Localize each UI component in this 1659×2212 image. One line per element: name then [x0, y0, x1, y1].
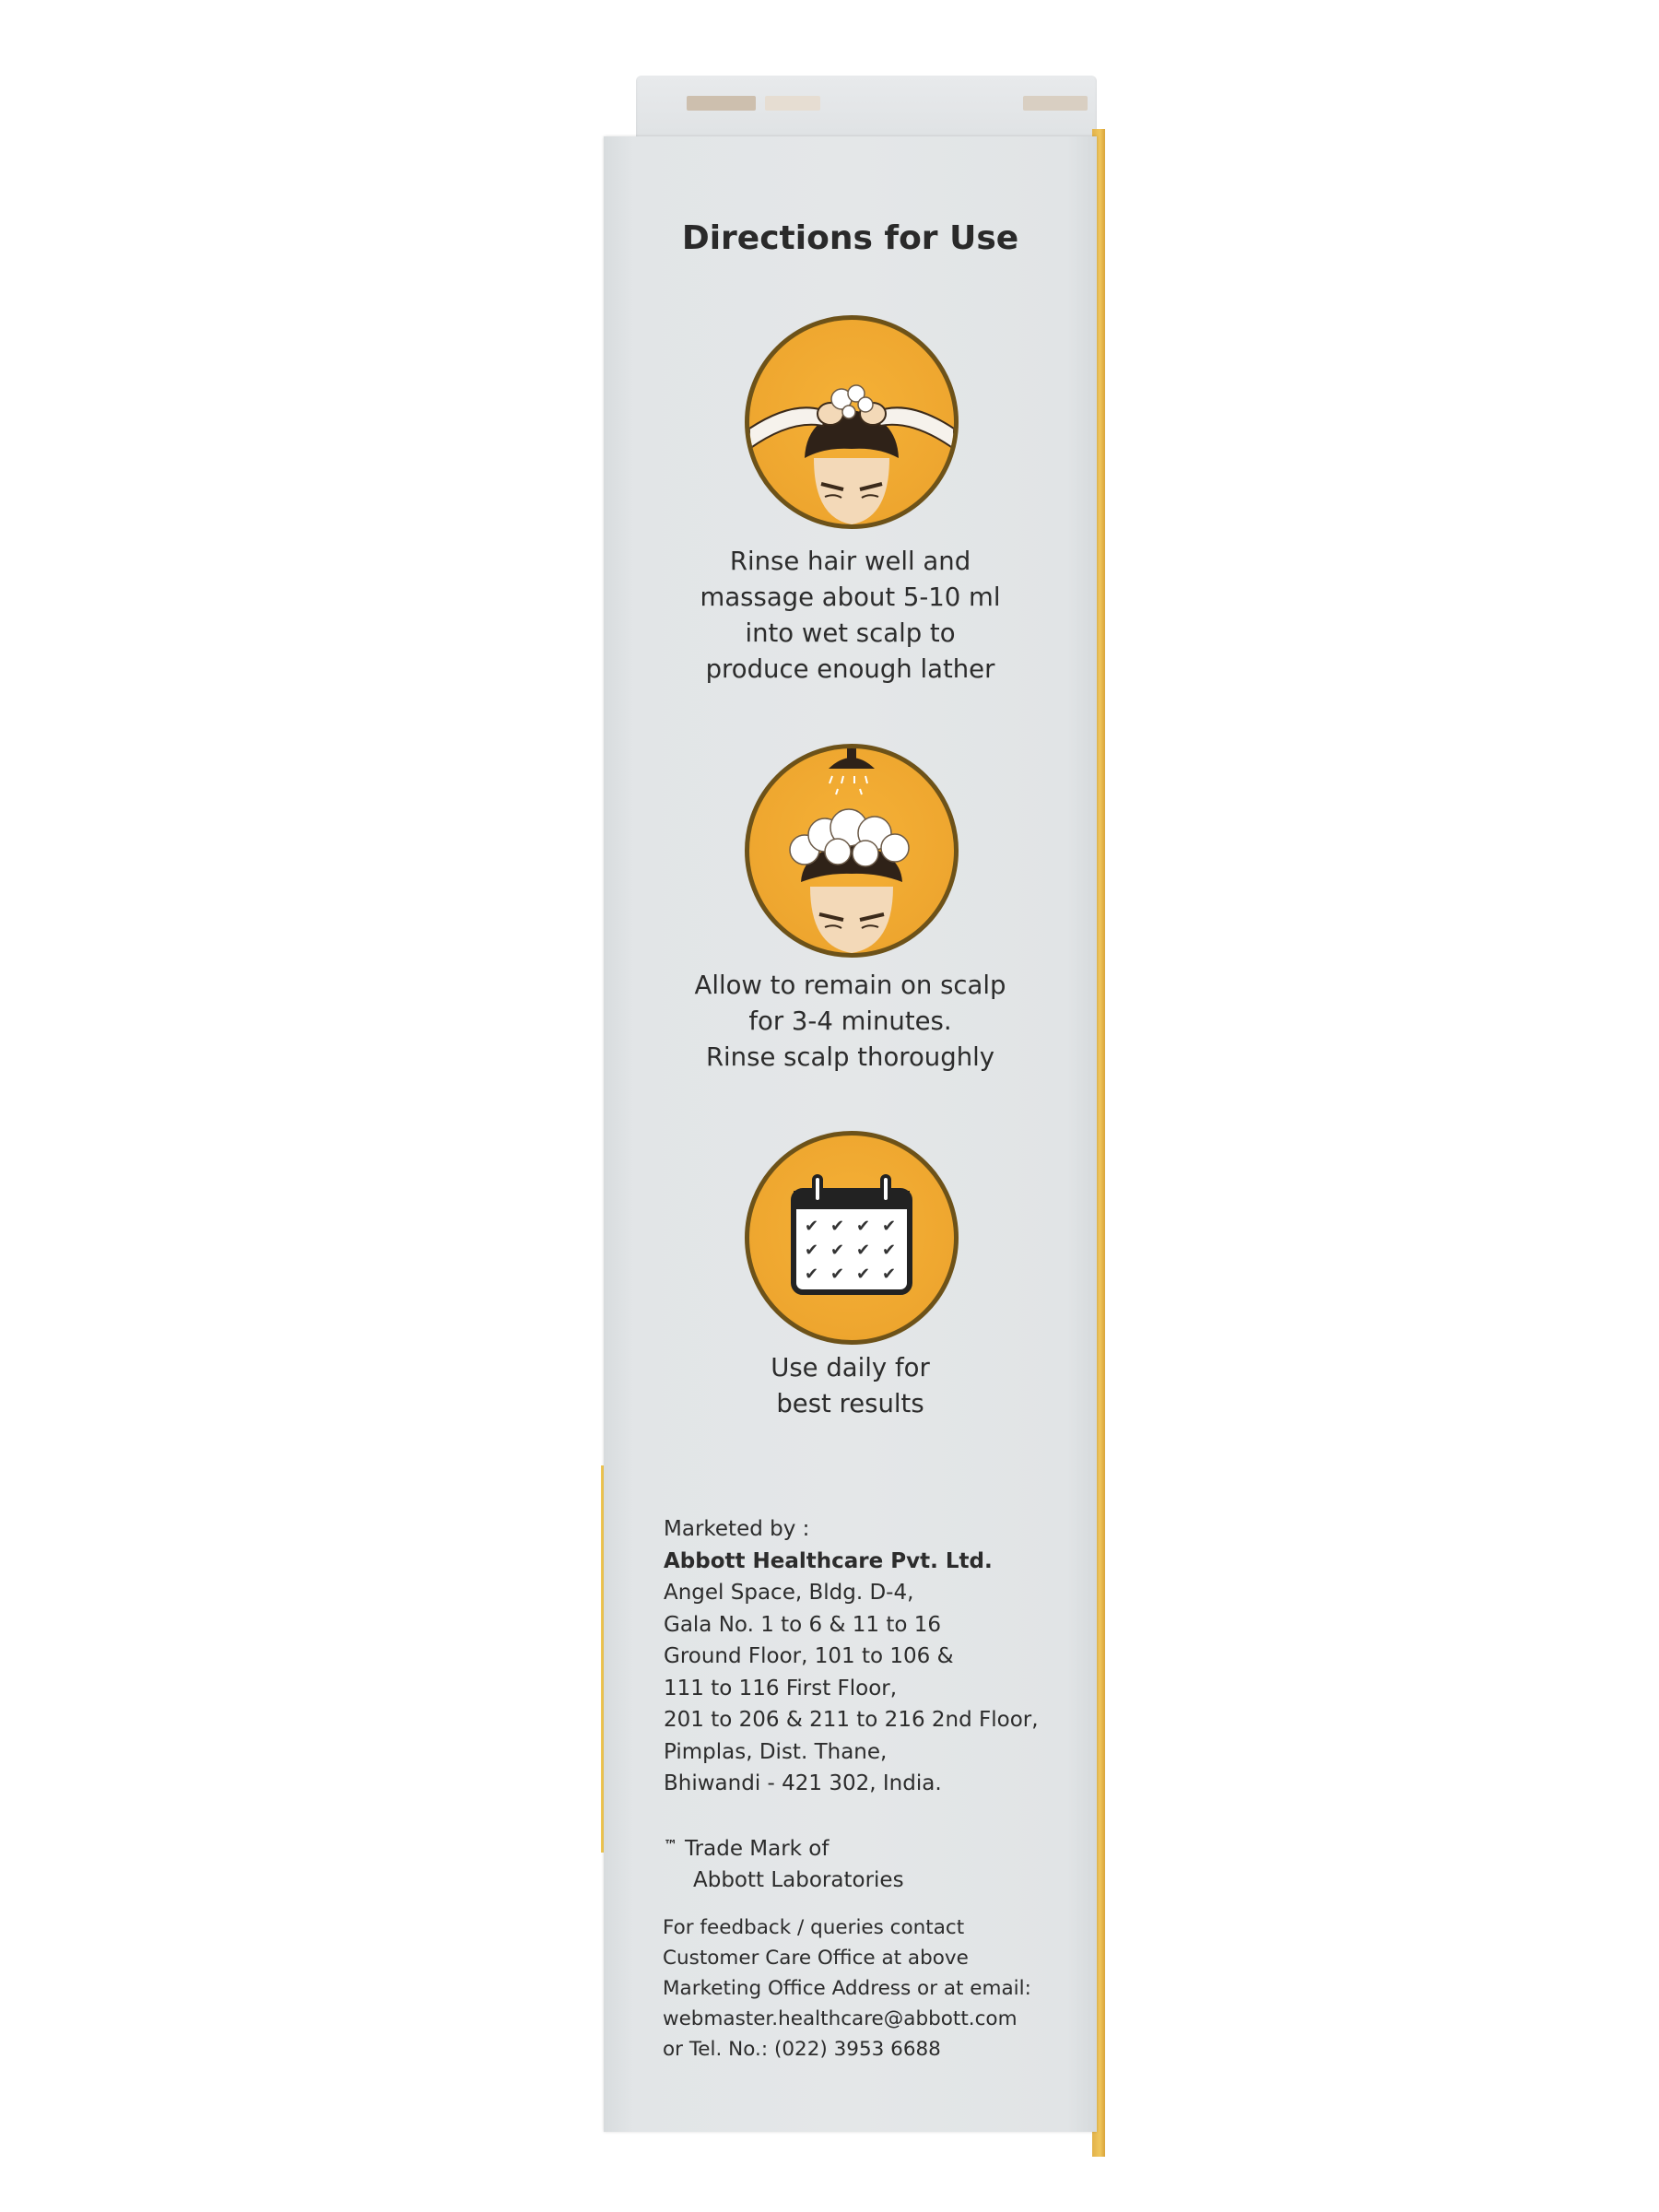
trademark-block: [664, 1830, 1088, 1896]
trademark-symbol: ™: [664, 1837, 677, 1853]
step-2-text: [604, 968, 1097, 1076]
address-line: Ground Floor, 101 to 106 &: [664, 1644, 954, 1668]
svg-text:✔: ✔: [830, 1217, 845, 1236]
step-1-line: massage about 5-10 ml: [700, 582, 1001, 612]
head-massage-icon: [745, 315, 959, 529]
step-1-line: Rinse hair well and: [729, 547, 971, 576]
feedback-line: For feedback / queries contact: [663, 1916, 965, 1939]
svg-text:✔: ✔: [882, 1265, 897, 1284]
svg-text:✔: ✔: [856, 1241, 871, 1260]
step-3-text: [604, 1350, 1097, 1422]
step-1-line: produce enough lather: [705, 654, 995, 684]
step-2-line: for 3-4 minutes.: [748, 1006, 952, 1036]
address-line: Gala No. 1 to 6 & 11 to 16: [664, 1612, 941, 1637]
company-name: Abbott Healthcare Pvt. Ltd.: [664, 1548, 993, 1573]
step-3-line: Use daily for: [771, 1353, 930, 1382]
address-line: Bhiwandi - 421 302, India.: [664, 1771, 942, 1795]
svg-text:✔: ✔: [856, 1217, 871, 1236]
feedback-phone: or Tel. No.: (022) 3953 6688: [663, 2038, 941, 2061]
svg-text:✔: ✔: [830, 1241, 845, 1260]
feedback-line: Marketing Office Address or at email:: [663, 1977, 1031, 2000]
directions-heading: Directions for Use: [681, 219, 1019, 257]
svg-text:✔: ✔: [856, 1265, 871, 1284]
svg-text:✔: ✔: [830, 1265, 845, 1284]
address-line: 111 to 116 First Floor,: [664, 1676, 898, 1700]
step-2-line: Allow to remain on scalp: [694, 971, 1006, 1000]
svg-text:✔: ✔: [882, 1241, 897, 1260]
address-line: 201 to 206 & 211 to 216 2nd Floor,: [664, 1708, 1039, 1732]
svg-text:✔: ✔: [805, 1241, 819, 1260]
shower-lather-icon: [745, 744, 959, 958]
address-line: Pimplas, Dist. Thane,: [664, 1739, 888, 1764]
step-3-line: best results: [776, 1389, 924, 1418]
calendar-check-icon: [745, 1131, 959, 1345]
step-2-line: Rinse scalp thoroughly: [705, 1042, 995, 1072]
svg-text:✔: ✔: [805, 1217, 819, 1236]
svg-text:✔: ✔: [805, 1265, 819, 1284]
step-1-line: into wet scalp to: [745, 618, 956, 648]
feedback-line: Customer Care Office at above: [663, 1947, 969, 1970]
top-flap-strip: [687, 96, 756, 111]
marketer-block: [664, 1513, 1088, 1800]
step-1-text: [604, 544, 1097, 688]
feedback-block: [663, 1912, 1096, 2065]
top-flap-strip: [1023, 96, 1088, 111]
trademark-line-2: Abbott Laboratories: [693, 1868, 904, 1892]
top-flap-strip: [765, 96, 820, 111]
trademark-line-1: Trade Mark of: [685, 1837, 830, 1861]
svg-text:✔: ✔: [882, 1217, 897, 1236]
marketed-by-label: Marketed by :: [664, 1517, 810, 1541]
box-top-flap: [636, 76, 1097, 140]
address-line: Angel Space, Bldg. D-4,: [664, 1581, 914, 1605]
feedback-email: webmaster.healthcare@abbott.com: [663, 2007, 1018, 2030]
